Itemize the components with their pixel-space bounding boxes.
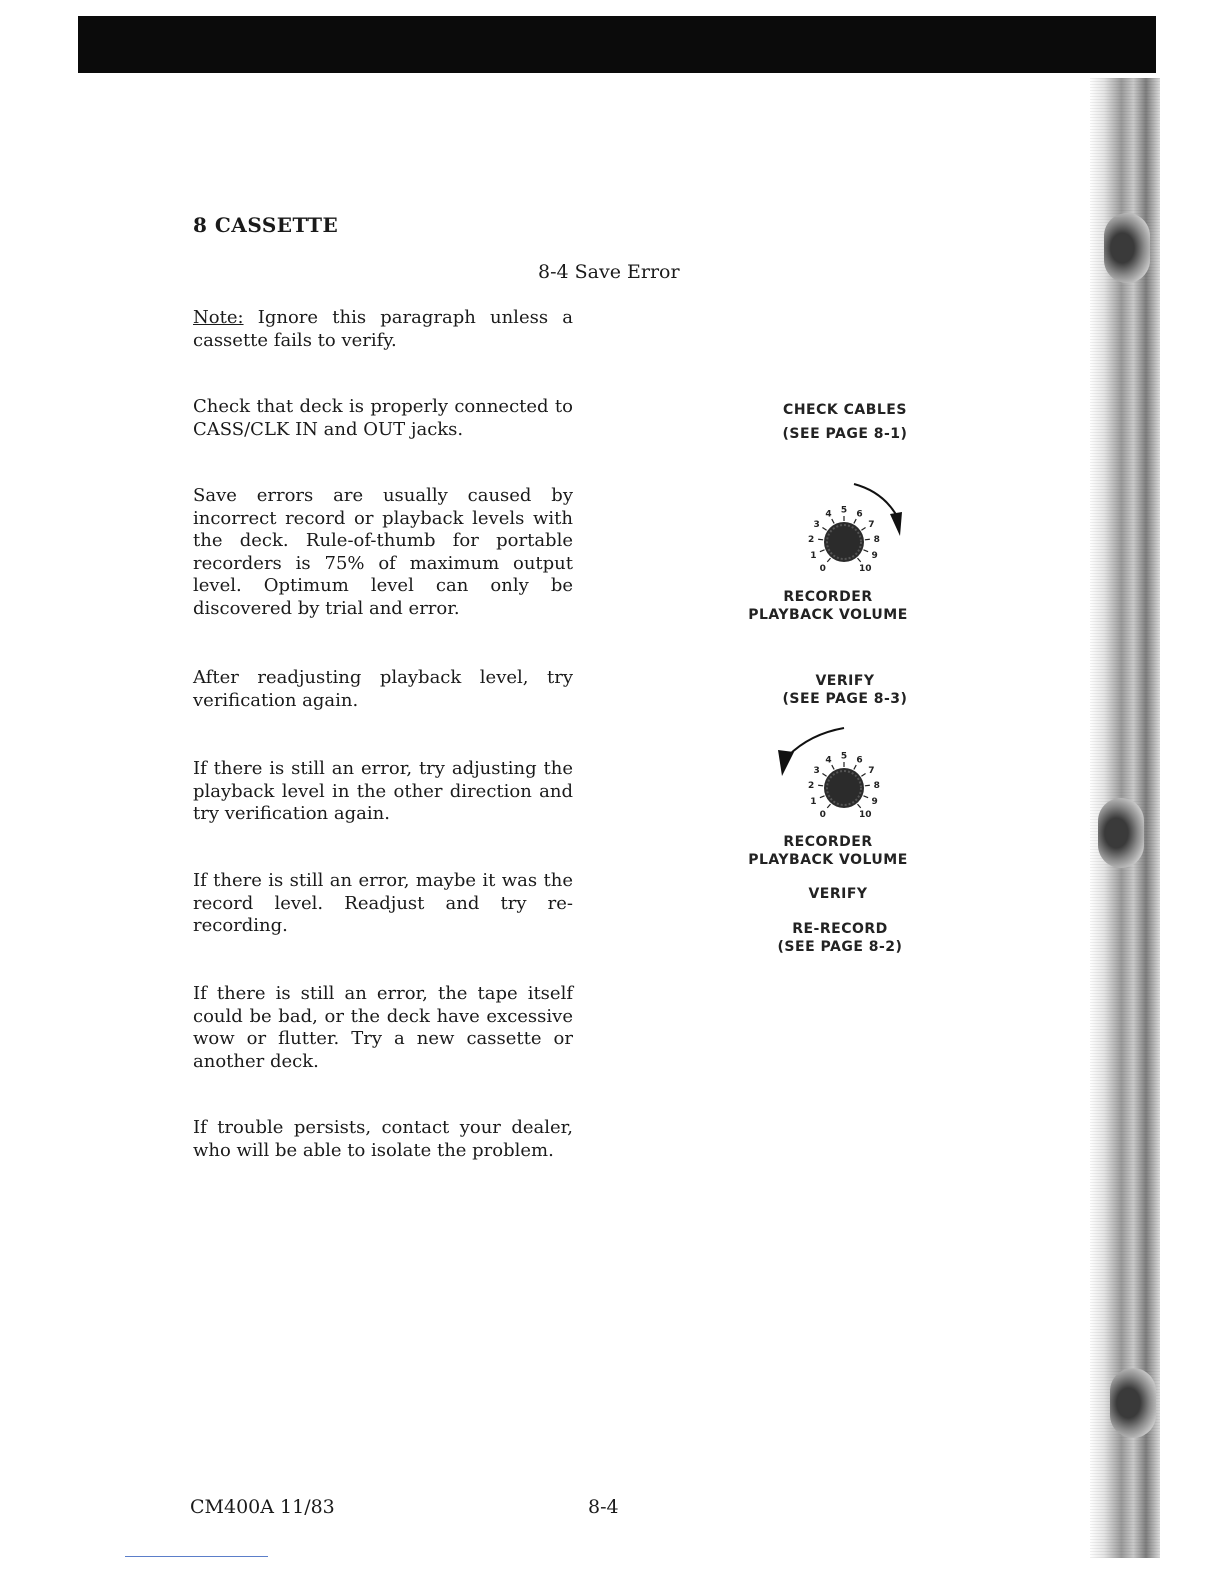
arrow-head-icon	[890, 512, 902, 536]
knob-tick	[818, 539, 823, 540]
knob-scale-number: 10	[858, 563, 872, 574]
knob-scale-number: 5	[840, 505, 848, 516]
playback-volume-knob-up	[776, 478, 916, 586]
knob-tick	[832, 519, 834, 523]
spiral-binding	[1090, 78, 1160, 1558]
check-cables-label: CHECK CABLES	[783, 402, 907, 418]
knob-scale-number: 5	[840, 751, 848, 762]
section-title: 8 CASSETTE	[193, 213, 339, 237]
knob-scale-number: 9	[871, 796, 878, 807]
knob-tick	[863, 550, 868, 552]
paragraph-check-connection: Check that deck is properly connected to CASS/CLK IN and OUT jacks.	[193, 396, 573, 440]
knob-scale-number: 10	[858, 809, 872, 820]
knob-scale-number: 2	[808, 535, 815, 546]
verify-label-2: VERIFY	[808, 886, 868, 902]
re-record-note	[720, 920, 960, 956]
knob-scale-number: 0	[819, 563, 826, 574]
paragraph-record-level: If there is still an error, maybe it was the record level. Readjust and try re-recording.	[193, 870, 573, 936]
paragraph-bad-tape: If there is still an error, the tape itself could be bad, or the deck have excessive wow or flutter. Try a new cassette or another deck.	[193, 983, 573, 1072]
recorder-label: RECORDER	[783, 834, 873, 850]
knob-scale-number: 2	[808, 781, 815, 792]
knob-tick	[854, 765, 856, 769]
see-page-8-3: (SEE PAGE 8-3)	[782, 691, 908, 707]
binding-ring	[1098, 798, 1144, 868]
paragraph-save-errors: Save errors are usually caused by incorrect record or playback levels with the deck. Rule-of-thumb for portable recorders is 75% of maximum output level. Optimum level can only be discovered by trial and error.	[193, 485, 573, 619]
re-record-label: RE-RECORD	[792, 921, 888, 937]
see-page-8-2: (SEE PAGE 8-2)	[777, 939, 903, 955]
verify-note-1	[725, 672, 965, 708]
knob-tick	[857, 558, 860, 562]
knob-tick	[861, 773, 865, 776]
doc-id: CM400A 11/83	[190, 1496, 335, 1518]
knob1-caption	[708, 588, 948, 624]
knob2-caption	[708, 833, 948, 869]
knob-tick	[822, 527, 826, 530]
knob-scale-number: 3	[813, 520, 820, 531]
knob-tick	[865, 539, 870, 540]
knob-body	[824, 768, 864, 808]
playback-volume-label: PLAYBACK VOLUME	[748, 607, 908, 623]
knob-scale-number: 7	[868, 766, 875, 777]
check-cables-note	[725, 401, 965, 443]
knob-scale-number: 7	[868, 520, 875, 531]
subsection-title: 8-4 Save Error	[538, 261, 680, 283]
see-page-8-1: (SEE PAGE 8-1)	[782, 426, 908, 442]
knob-tick	[861, 527, 865, 530]
paragraph-readjust-playback: After readjusting playback level, try verification again.	[193, 667, 573, 711]
footer-rule	[125, 1556, 268, 1557]
binding-ring	[1104, 213, 1150, 283]
note-text: Ignore this paragraph unless a cassette fails to verify.	[193, 307, 573, 351]
playback-volume-knob-down	[762, 718, 902, 830]
knob-tick	[863, 796, 868, 798]
paragraph-adjust-other-direction: If there is still an error, try adjusting the playback level in the other direction and try verification again.	[193, 758, 573, 824]
paragraph-contact-dealer: If trouble persists, contact your dealer, who will be able to isolate the problem.	[193, 1117, 573, 1161]
knob-body	[824, 522, 864, 562]
verify-label: VERIFY	[815, 673, 875, 689]
knob-scale-number: 4	[825, 755, 832, 766]
knob-tick	[865, 785, 870, 786]
knob-tick	[822, 773, 826, 776]
knob-tick	[820, 796, 825, 798]
knob-scale-number: 8	[873, 535, 880, 546]
counterclockwise-arrow-icon	[788, 728, 844, 756]
arrow-head-icon	[778, 750, 794, 776]
knob-scale-number: 9	[871, 550, 878, 561]
knob-scale-number: 3	[813, 766, 820, 777]
page-number: 8-4	[588, 1496, 619, 1518]
knob-scale-number: 0	[819, 809, 826, 820]
binding-ring	[1110, 1368, 1156, 1438]
note-paragraph	[193, 307, 573, 352]
knob-scale-number: 8	[873, 781, 880, 792]
knob-tick	[854, 519, 856, 523]
knob-scale-number: 4	[825, 509, 832, 520]
playback-volume-label: PLAYBACK VOLUME	[748, 852, 908, 868]
note-label: Note:	[193, 307, 244, 328]
knob-tick	[820, 550, 825, 552]
page-header-bar	[78, 16, 1156, 73]
knob-tick	[832, 765, 834, 769]
knob-scale-number: 1	[810, 550, 817, 561]
knob-scale-number: 6	[856, 509, 863, 520]
knob-tick	[827, 558, 830, 562]
knob-tick	[827, 804, 830, 808]
recorder-label: RECORDER	[783, 589, 873, 605]
knob-scale-number: 6	[856, 755, 863, 766]
knob-tick	[818, 785, 823, 786]
knob-tick	[857, 804, 860, 808]
knob-scale-number: 1	[810, 796, 817, 807]
